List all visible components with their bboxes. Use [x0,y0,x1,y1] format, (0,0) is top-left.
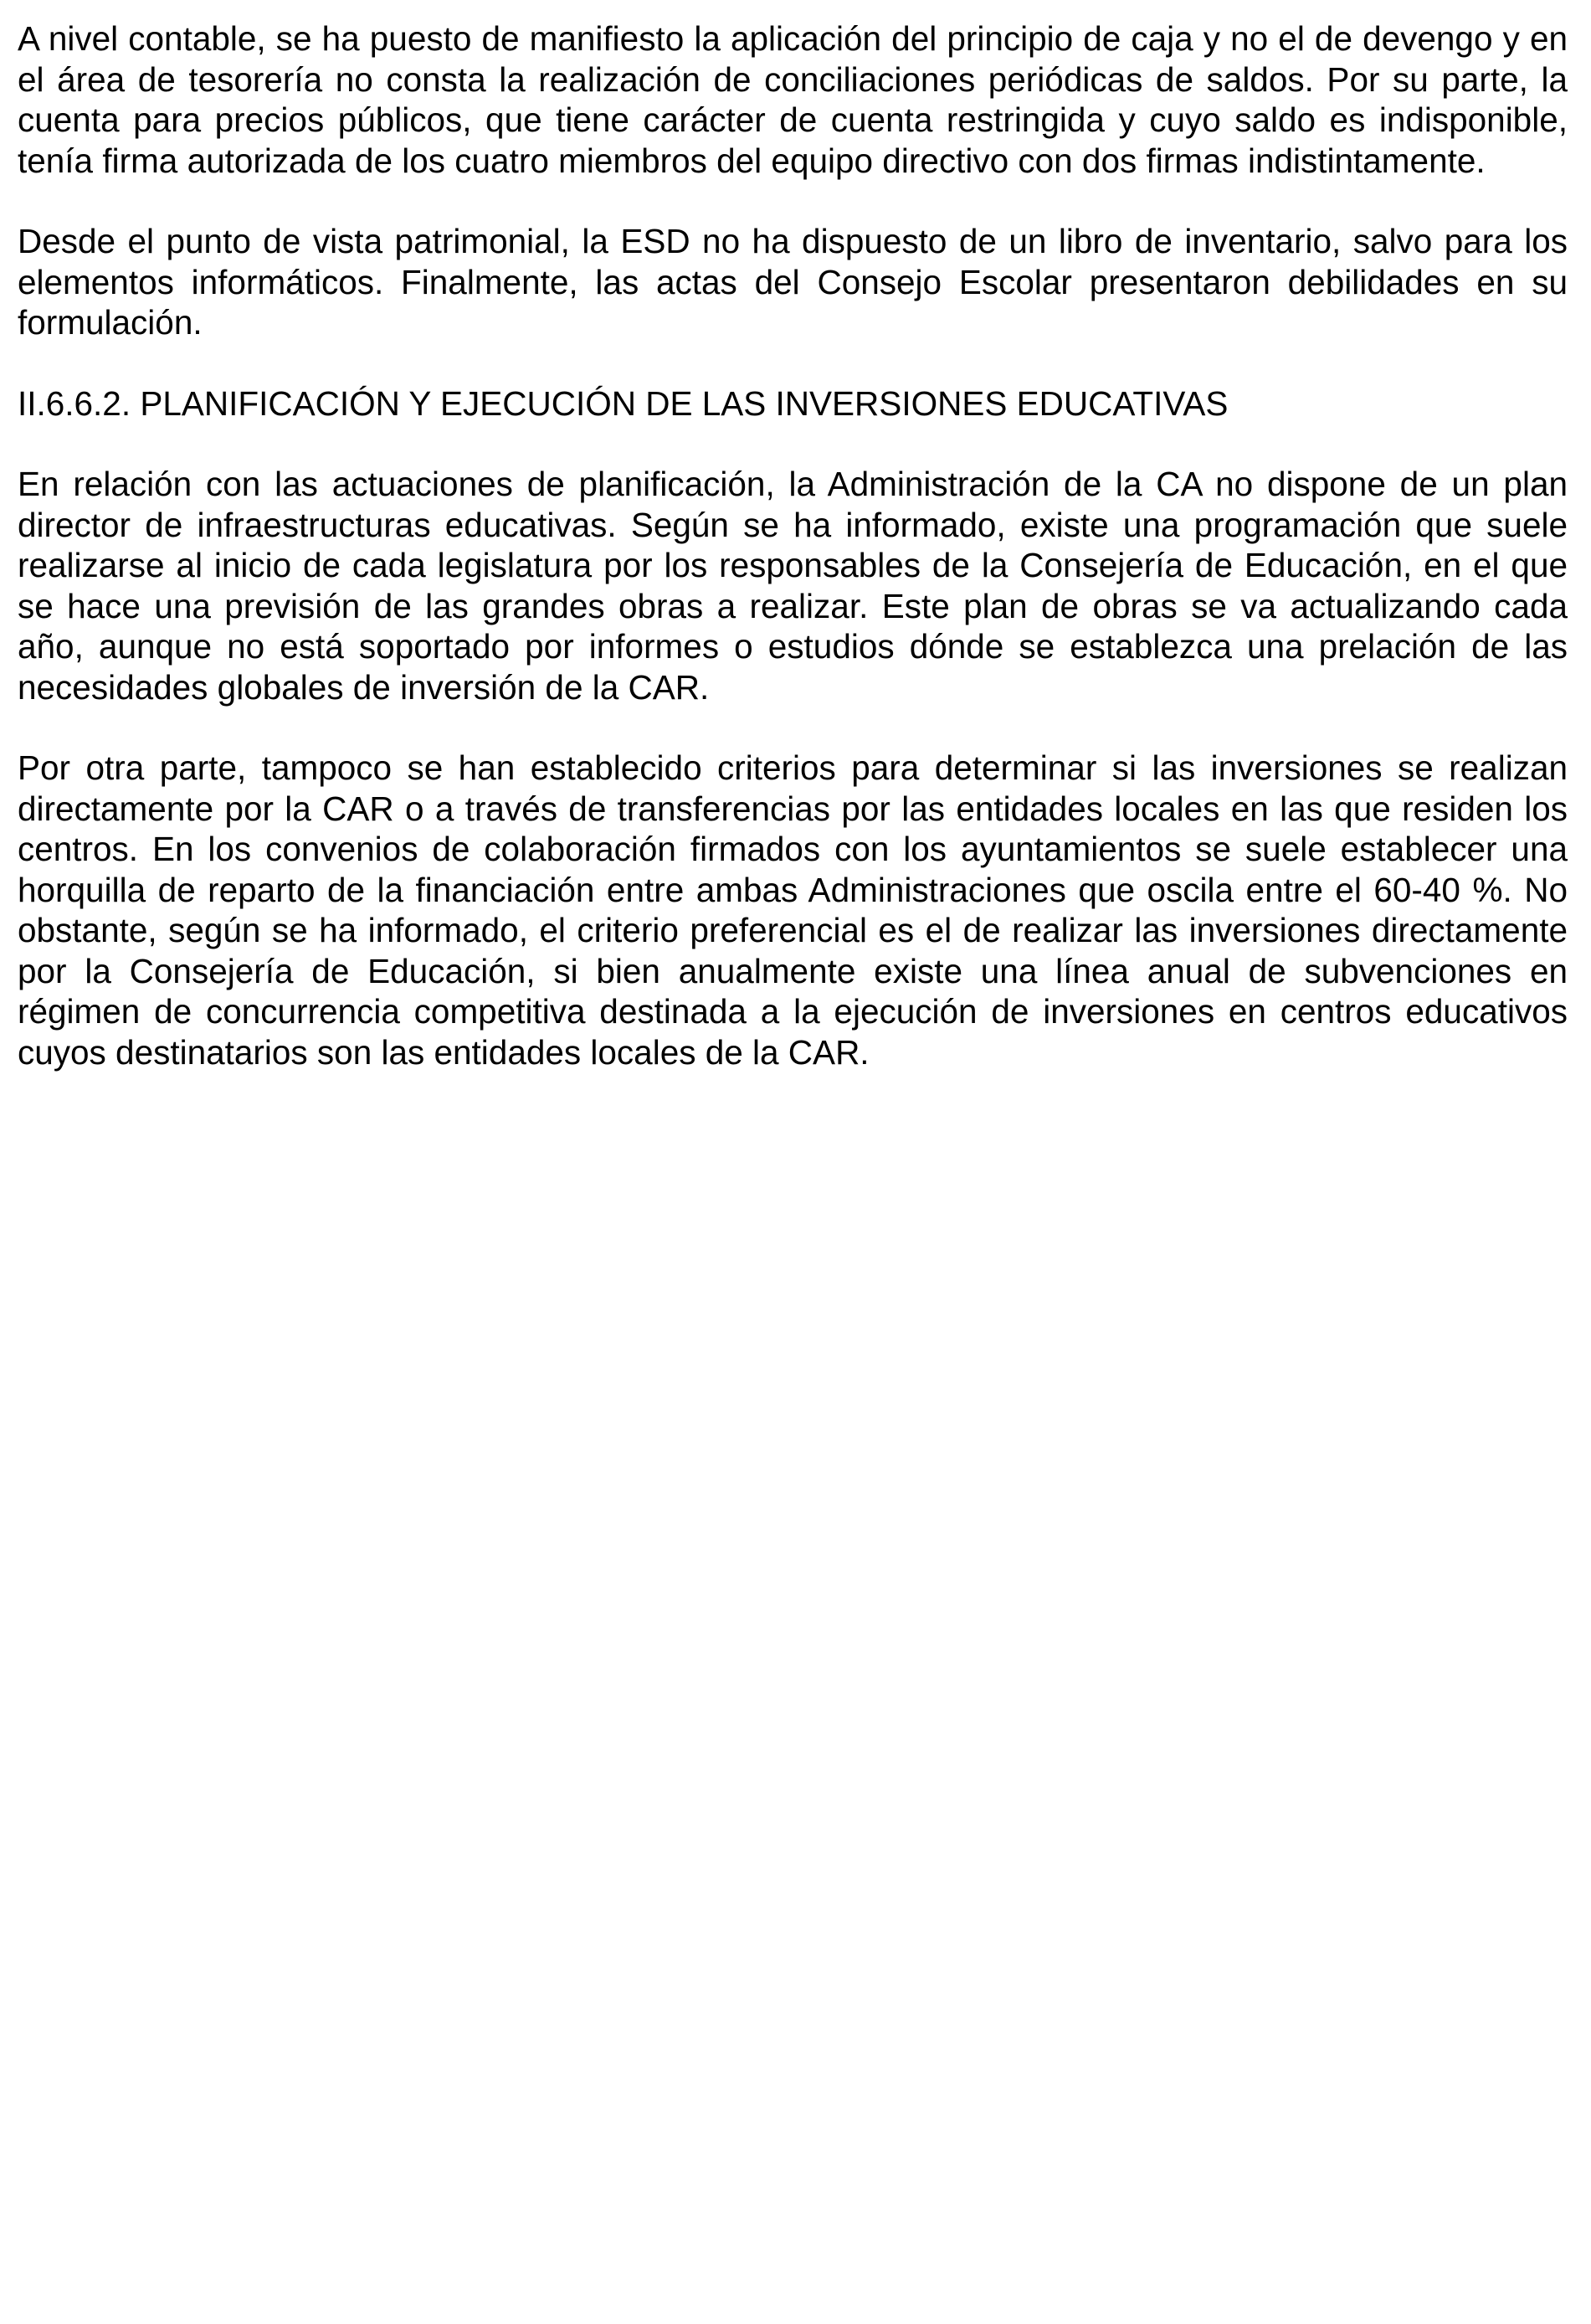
section-heading: II.6.6.2. PLANIFICACIÓN Y EJECUCIÓN DE LAS INVERSIONES EDUCATIVAS [18,383,1229,423]
paragraph-patrimonial: Desde el punto de vista patrimonial, la ESD no ha dispuesto de un libro de inventario, salvo para los elementos informáticos. Finalmente, las actas del Consejo Escolar presentaron debilidades en su formulación. [18,222,1568,342]
paragraph-planning: En relación con las actuaciones de planificación, la Administración de la CA no dispone de un plan director de infraestructuras educativas. Según se ha informado, existe una programación que suele realizarse al inicio de cada legislatura por los responsables de la Consejería de Educación, en el que se hace una previsión de las grandes obras a realizar. Este plan de obras se va actualizando cada año, aunque no está soportado por informes o estudios dónde se establezca una prelación de las necesidades globales de inversión de la CAR. [18,465,1568,707]
paragraph-accounting: A nivel contable, se ha puesto de manifiesto la aplicación del principio de caja y no el de devengo y en el área de tesorería no consta la realización de conciliaciones periódicas de saldos. Por su parte, la cuenta para precios públicos, que tiene carácter de cuenta restringida y cuyo saldo es indisponible, tenía firma autorizada de los cuatro miembros del equipo directivo con dos firmas indistintamente. [18,19,1568,180]
paragraph-criteria: Por otra parte, tampoco se han establecido criterios para determinar si las inversiones se realizan directamente por la CAR o a través de transferencias por las entidades locales en las que residen los centros. En los convenios de colaboración firmados con los ayuntamientos se suele establecer una horquilla de reparto de la financiación entre ambas Administraciones que oscila entre el 60-40 %. No obstante, según se ha informado, el criterio preferencial es el de realizar las inversiones directamente por la Consejería de Educación, si bien anualmente existe una línea anual de subvenciones en régimen de concurrencia competitiva destinada a la ejecución de inversiones en centros educativos cuyos destinatarios son las entidades locales de la CAR. [18,748,1568,1072]
